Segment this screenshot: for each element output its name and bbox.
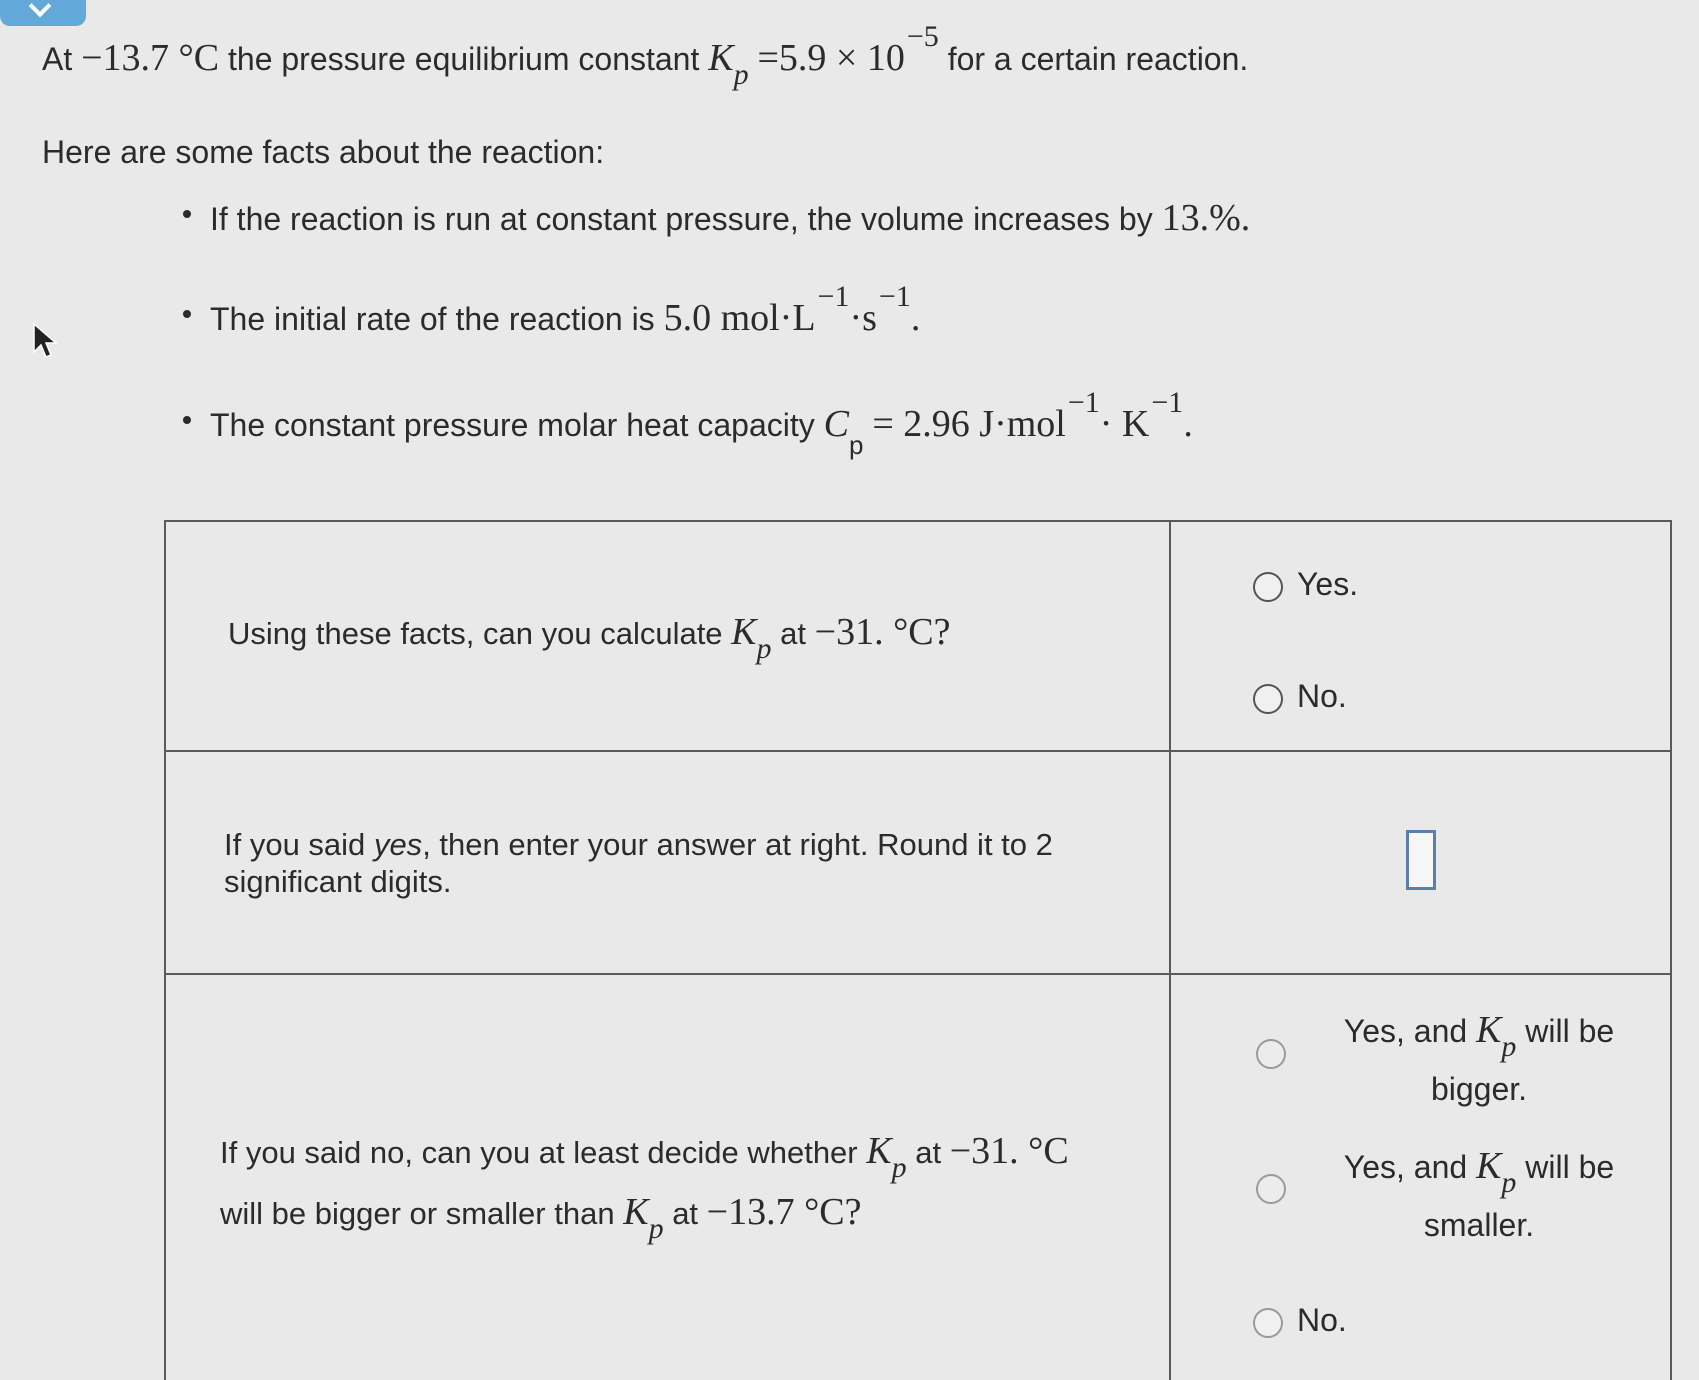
fact-value: 5.0 mol·L [663, 297, 816, 339]
fact-value: 13.%. [1161, 197, 1251, 239]
intro-middle: the pressure equilibrium constant [228, 41, 700, 77]
option-label: bigger. [1430, 1071, 1528, 1107]
kp-exponent: −5 [906, 20, 939, 53]
option-smaller[interactable] [1314, 1138, 1644, 1253]
row-divider [166, 973, 1670, 975]
kp-subscript: p [1501, 1166, 1517, 1199]
question-text: Using these facts, can you calculate [228, 616, 723, 651]
kp-subscript: p [648, 1212, 664, 1245]
kp-value: =5.9 × 10 [757, 37, 905, 79]
option-yes[interactable] [1253, 566, 1358, 603]
kp-symbol: K [623, 1191, 649, 1233]
fact-exponent: −1 [1151, 386, 1184, 419]
option-label: smaller. [1423, 1207, 1535, 1243]
kp-symbol: K [1476, 1145, 1502, 1187]
fact-text: The initial rate of the reaction is [210, 301, 655, 337]
kp-symbol: K [1476, 1009, 1502, 1051]
question-at: at [915, 1135, 942, 1170]
kp-subscript: p [733, 58, 749, 91]
option-label: Yes. [1297, 566, 1359, 602]
kp-symbol: K [708, 37, 734, 79]
radio-smaller[interactable] [1256, 1174, 1286, 1204]
question-text: , then enter your answer at right. Round it to 2 significant digits. [224, 827, 1053, 899]
kp-symbol: K [866, 1130, 892, 1172]
kp-subscript: p [756, 632, 772, 665]
cp-subscript: p [849, 430, 864, 460]
option-no[interactable] [1253, 678, 1347, 715]
option-label: Yes, and [1343, 1149, 1468, 1185]
question-temperature: −13.7 °C? [706, 1191, 862, 1233]
problem-intro [42, 20, 1249, 91]
intro-temperature: −13.7 °C [81, 37, 220, 79]
fact-exponent: −1 [878, 280, 911, 313]
option-label: will be [1525, 1149, 1615, 1185]
bullet [183, 210, 191, 218]
fact-text: The constant pressure molar heat capacity [210, 407, 815, 443]
question-enter-answer [224, 826, 1169, 900]
question-at: at [780, 616, 807, 651]
column-divider [1169, 522, 1171, 1380]
question-text: If you said [224, 827, 366, 862]
kp-symbol: K [731, 611, 757, 653]
fact-text: If the reaction is run at constant pressure, the volume increases by [210, 201, 1153, 237]
option-no-decide[interactable] [1253, 1302, 1347, 1339]
intro-prefix: At [42, 41, 73, 77]
intro-suffix: for a certain reaction. [947, 41, 1249, 77]
kp-subscript: p [1501, 1030, 1517, 1063]
option-label: Yes, and [1343, 1013, 1468, 1049]
answer-input[interactable] [1406, 830, 1436, 890]
option-bigger[interactable] [1314, 1002, 1644, 1117]
question-can-calculate [228, 611, 951, 665]
fact-heat-capacity [183, 386, 1193, 460]
bullet [183, 416, 191, 424]
fact-exponent: −1 [817, 280, 850, 313]
question-temperature: −31. °C? [814, 611, 951, 653]
mouse-pointer-icon [32, 322, 58, 360]
radio-yes[interactable] [1253, 572, 1283, 602]
option-label: No. [1297, 678, 1347, 714]
fact-value: = 2.96 J·mol [872, 403, 1066, 445]
cp-symbol: C [823, 403, 849, 445]
fact-exponent: −1 [1067, 386, 1100, 419]
question-text: If you said no, can you at least decide whether [220, 1135, 858, 1170]
fact-volume [183, 196, 1250, 240]
answer-table [164, 520, 1672, 1380]
collapse-tab[interactable] [0, 0, 86, 26]
option-label: will be [1525, 1013, 1615, 1049]
question-text: will be bigger or smaller than [220, 1196, 615, 1231]
radio-no-decide[interactable] [1253, 1308, 1283, 1338]
bullet [183, 310, 191, 318]
fact-unit: ·s [849, 297, 877, 339]
facts-heading: Here are some facts about the reaction: [42, 134, 605, 170]
kp-subscript: p [891, 1151, 907, 1184]
row-divider [166, 750, 1670, 752]
option-label: No. [1297, 1302, 1347, 1338]
fact-period: . [910, 297, 921, 339]
radio-bigger[interactable] [1256, 1039, 1286, 1069]
question-at: at [672, 1196, 699, 1231]
question-bigger-or-smaller [220, 1122, 1100, 1244]
chevron-down-icon [29, 0, 52, 17]
fact-rate [183, 280, 921, 340]
fact-unit: · K [1099, 403, 1150, 445]
question-emphasis: yes [373, 827, 423, 862]
question-temperature: −31. °C [949, 1130, 1069, 1172]
fact-period: . [1183, 403, 1193, 445]
radio-no[interactable] [1253, 684, 1283, 714]
